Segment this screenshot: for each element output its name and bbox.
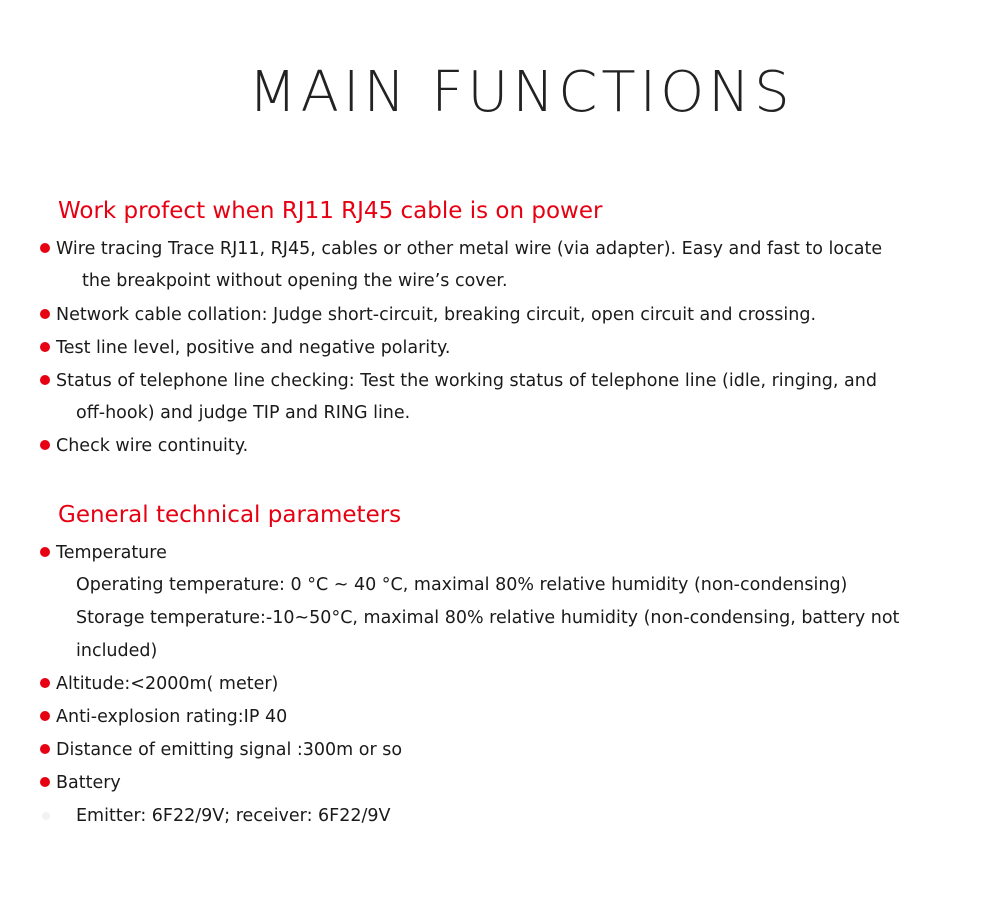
- list-item-text: Altitude:<2000m( meter): [56, 674, 279, 694]
- list-item-text: Battery: [56, 773, 121, 793]
- bullet-icon: [40, 309, 50, 319]
- list-item-battery: [40, 772, 121, 794]
- list-item-line-level: [40, 337, 450, 359]
- list-item-temperature: [40, 542, 167, 564]
- bullet-icon: [40, 744, 50, 754]
- section-heading-parameters: General technical parameters: [58, 502, 402, 528]
- list-item-text: Check wire continuity.: [56, 436, 249, 456]
- storage-temperature: Storage temperature:-10~50°C, maximal 80% relative humidity (non-condensing, battery not: [76, 608, 900, 628]
- bullet-icon: [40, 711, 50, 721]
- section-heading-functions: Work profect when RJ11 RJ45 cable is on power: [58, 198, 603, 224]
- operating-temperature: Operating temperature: 0 °C ~ 40 °C, maximal 80% relative humidity (non-condensing): [76, 575, 848, 595]
- bullet-icon: [40, 777, 50, 787]
- list-item-text: Temperature: [56, 543, 167, 563]
- bullet-icon: [40, 547, 50, 557]
- list-item-text: Distance of emitting signal :300m or so: [56, 740, 403, 760]
- bullet-icon: [40, 678, 50, 688]
- list-item-telephone-status: [40, 370, 877, 392]
- list-item-altitude: [40, 673, 278, 695]
- list-item-continuation: the breakpoint without opening the wire’s cover.: [82, 271, 508, 291]
- faint-bullet-icon: [42, 812, 50, 820]
- page-title: MAIN FUNCTIONS: [248, 60, 794, 125]
- list-item-anti-explosion: [40, 706, 287, 728]
- storage-temperature-continuation: included): [76, 641, 158, 661]
- list-item-continuation: off-hook) and judge TIP and RING line.: [76, 403, 411, 423]
- list-item-text: Anti-explosion rating:IP 40: [56, 707, 288, 727]
- list-item-continuity: [40, 435, 248, 457]
- list-item-text: Network cable collation: Judge short-circuit, breaking circuit, open circuit and crossing.: [56, 305, 817, 325]
- list-item-wire-tracing: [40, 238, 882, 260]
- list-item-distance: [40, 739, 402, 761]
- list-item-network-collation: [40, 304, 816, 326]
- list-item-text: Status of telephone line checking: Test the working status of telephone line (idle, ringing, and: [56, 371, 877, 391]
- bullet-icon: [40, 342, 50, 352]
- list-item-text: Wire tracing Trace RJ11, RJ45, cables or other metal wire (via adapter). Easy and fast to locate: [56, 239, 883, 259]
- bullet-icon: [40, 440, 50, 450]
- battery-detail: Emitter: 6F22/9V; receiver: 6F22/9V: [76, 806, 391, 826]
- bullet-icon: [40, 243, 50, 253]
- list-item-text: Test line level, positive and negative polarity.: [56, 338, 451, 358]
- bullet-icon: [40, 375, 50, 385]
